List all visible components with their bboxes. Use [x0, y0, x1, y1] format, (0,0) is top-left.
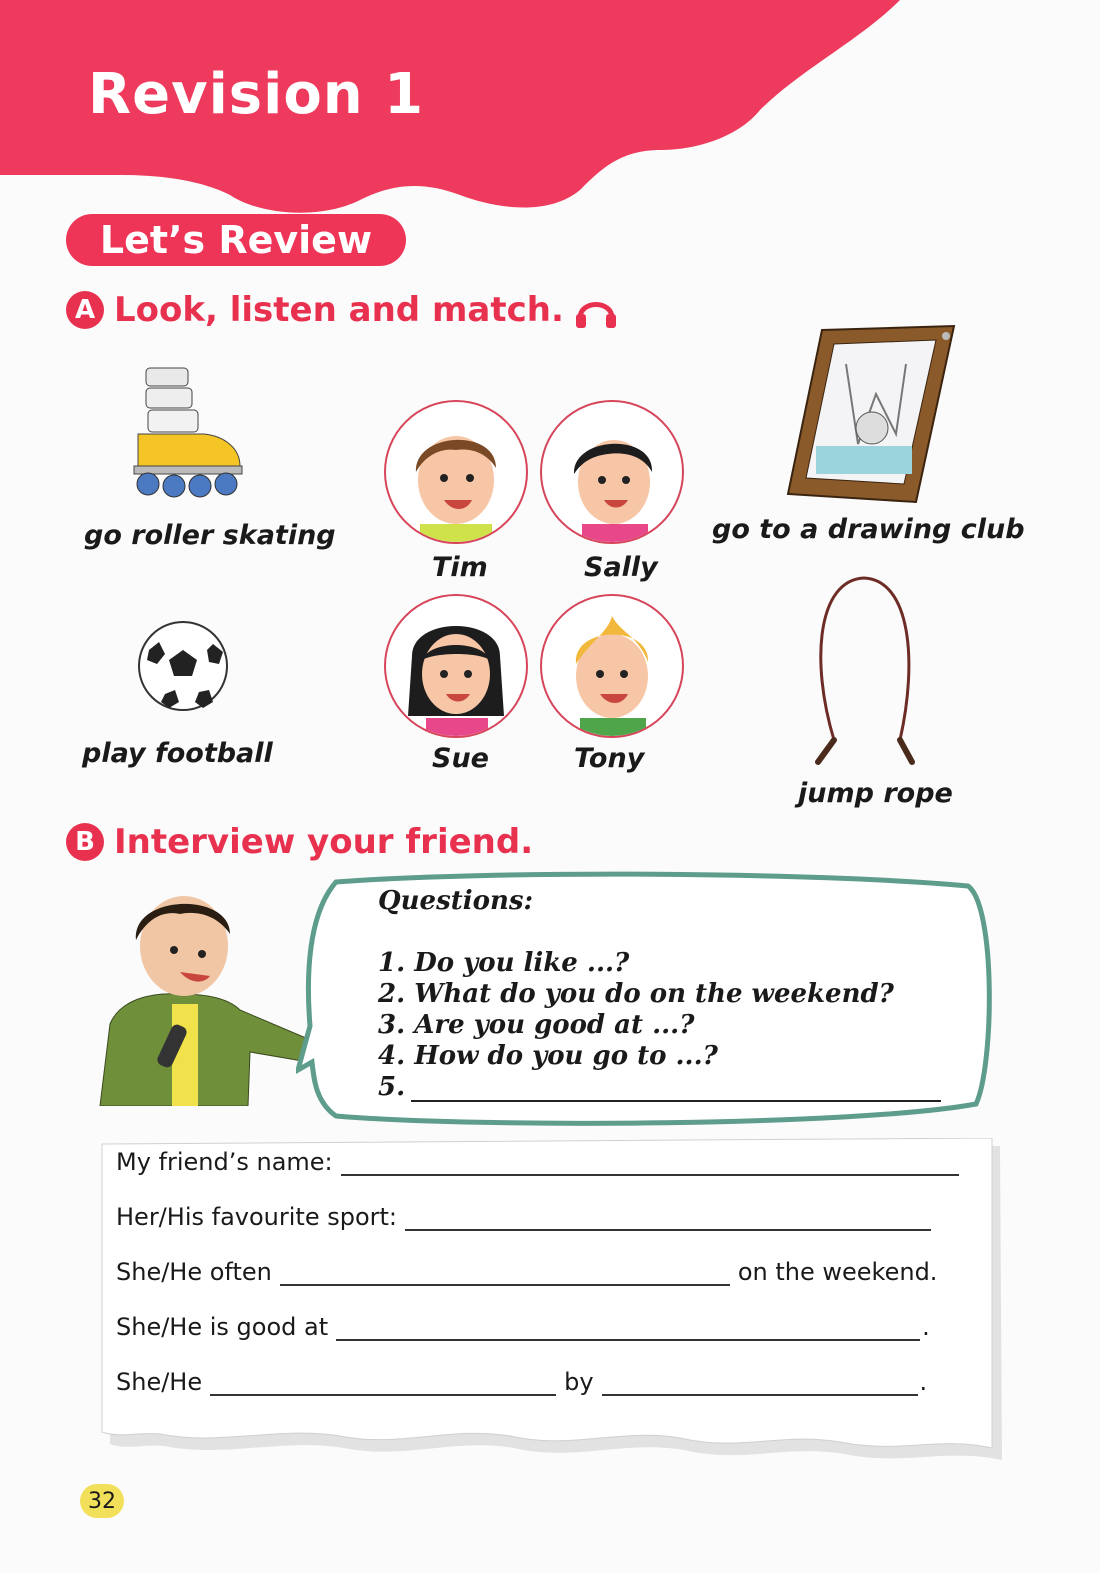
question-5 [378, 1072, 941, 1102]
often-suffix: on the weekend. [737, 1258, 938, 1286]
form-row-name [116, 1148, 967, 1176]
favourite-sport-label: Her/His favourite sport: [116, 1203, 397, 1231]
portrait-sally [540, 400, 684, 544]
often-label: She/He often [116, 1258, 272, 1286]
good-at-label: She/He is good at [116, 1313, 329, 1341]
child-name-tim: Tim [432, 552, 488, 583]
transport-suffix: . [919, 1368, 928, 1396]
portrait-sue [384, 594, 528, 738]
section-a-instruction: Look, listen and match. [114, 290, 564, 330]
section-b-badge: B [66, 823, 104, 861]
friend-name-blank[interactable] [341, 1150, 959, 1176]
child-name-sally: Sally [584, 552, 658, 583]
transport-by: by [564, 1368, 594, 1396]
torn-paper-card [100, 1138, 1002, 1464]
child-name-sue: Sue [432, 743, 489, 774]
activity-drawing-club: go to a drawing club [712, 514, 1025, 545]
lets-review-label: Let’s Review [66, 214, 406, 266]
portrait-tony [540, 594, 684, 738]
form-row-sport [116, 1203, 939, 1231]
question-3: 3. Are you good at ...? [378, 1010, 695, 1040]
form-row-good-at [116, 1313, 930, 1341]
child-name-tony: Tony [574, 743, 645, 774]
headphones-icon [574, 290, 618, 330]
transport-action-blank[interactable] [210, 1370, 556, 1396]
transport-prefix: She/He [116, 1368, 203, 1396]
question-2: 2. What do you do on the weekend? [378, 979, 894, 1009]
football-image [135, 620, 233, 714]
activity-roller-skating: go roller skating [84, 520, 336, 551]
favourite-sport-blank[interactable] [405, 1205, 931, 1231]
good-at-blank[interactable] [336, 1315, 920, 1341]
good-at-suffix: . [922, 1313, 930, 1341]
question-1: 1. Do you like ...? [378, 948, 630, 978]
activity-jump-rope: jump rope [798, 778, 953, 809]
drawing-picture-image [786, 324, 958, 506]
roller-skate-image [124, 362, 248, 502]
friend-name-label: My friend’s name: [116, 1148, 333, 1176]
section-a-badge: A [66, 291, 104, 329]
section-a-heading [66, 290, 618, 330]
question-5-number: 5. [378, 1072, 406, 1102]
portrait-tim [384, 400, 528, 544]
jump-rope-image [804, 570, 928, 770]
page-number: 32 [80, 1484, 124, 1518]
activity-play-football: play football [82, 738, 273, 769]
transport-mode-blank[interactable] [602, 1370, 918, 1396]
section-b-heading [66, 822, 533, 862]
questions-title: Questions: [378, 886, 534, 916]
form-row-transport [116, 1368, 927, 1396]
question-4: 4. How do you go to ...? [378, 1041, 718, 1071]
page-title: Revision 1 [88, 62, 425, 127]
form-row-often [116, 1258, 937, 1286]
question-5-blank[interactable] [411, 1078, 941, 1102]
section-b-instruction: Interview your friend. [114, 822, 534, 862]
often-blank[interactable] [280, 1260, 730, 1286]
